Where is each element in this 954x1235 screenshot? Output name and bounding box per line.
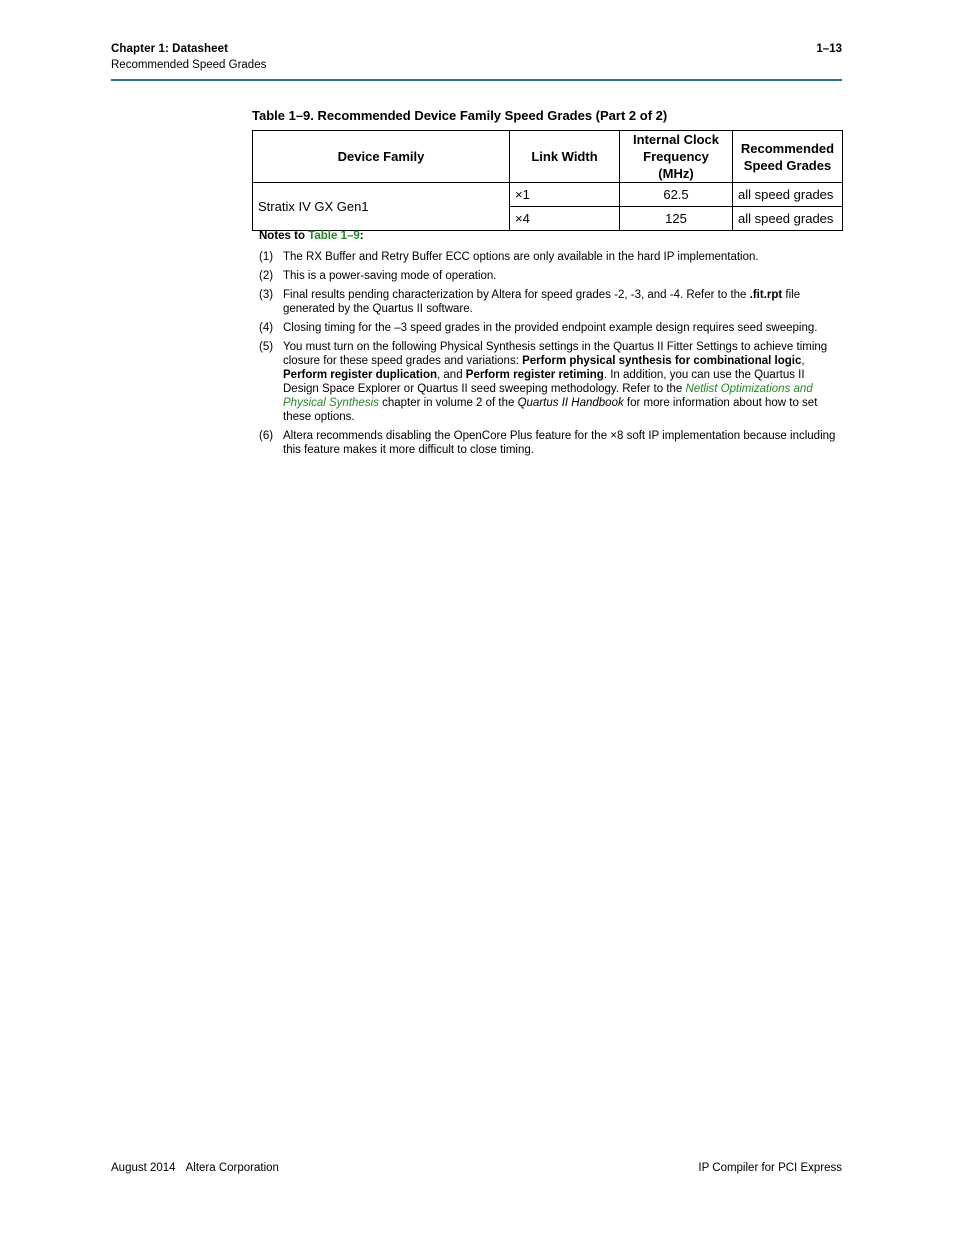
note-item: [259, 321, 842, 335]
note-number: (1): [259, 251, 274, 263]
setting-name-bold: Perform physical synthesis for combinational logic: [522, 355, 802, 367]
handbook-title: Quartus II Handbook: [517, 397, 624, 409]
note-number: (4): [259, 322, 274, 334]
file-name-bold: .fit.rpt: [749, 289, 783, 301]
note-item: [259, 250, 842, 264]
speed-grade-cell: all speed grades: [733, 207, 843, 231]
page-footer-left: [111, 1162, 279, 1174]
footer-product: IP Compiler for PCI Express: [698, 1162, 842, 1174]
col-speed-grades: Recommended Speed Grades: [733, 131, 843, 183]
note-text-part: . In addition, you can use the Quartus II Design Space Explorer or Quartus II seed sweeping methodology. Refer to the: [283, 369, 805, 395]
note-text: Closing timing for the –3 speed grades in the provided endpoint example design requires seed sweeping.: [283, 322, 818, 334]
note-text-part: You must turn on the following Physical Synthesis settings in the Quartus II Fitter Settings to achieve timing closure for these speed grades and variations:: [283, 341, 828, 367]
note-number: (2): [259, 270, 274, 282]
footer-date: August 2014: [111, 1162, 176, 1174]
note-text: This is a power-saving mode of operation.: [283, 270, 497, 282]
col-link-width: Link Width: [510, 131, 620, 183]
note-number: (6): [259, 430, 274, 442]
note-text-part: for more information about how to set these options.: [283, 397, 818, 423]
link-width-cell: ×1: [510, 183, 620, 207]
speed-grades-table: [252, 130, 843, 231]
note-text: Altera recommends disabling the OpenCore Plus feature for the ×8 soft IP implementation because including this feature makes it more difficult to close timing.: [283, 430, 836, 456]
table-header-row: [253, 131, 843, 183]
note-text: [283, 289, 800, 315]
page-number: 1–13: [816, 43, 842, 55]
table-reference-link[interactable]: Table 1–9: [308, 230, 360, 242]
col-device-family: Device Family: [253, 131, 510, 183]
note-text-part: , and: [437, 369, 466, 381]
notes-title-prefix: Notes to: [259, 230, 309, 242]
setting-name-bold: Perform register duplication: [283, 369, 438, 381]
note-text-part: ,: [801, 355, 805, 367]
footer-company: Altera Corporation: [185, 1162, 279, 1174]
note-number: (5): [259, 341, 274, 353]
notes-title-suffix: :: [359, 230, 364, 242]
device-family-cell: Stratix IV GX Gen1: [253, 183, 510, 231]
table-notes: [259, 229, 842, 462]
table-title: Table 1–9. Recommended Device Family Speed Grades (Part 2 of 2): [252, 108, 668, 123]
note-item: [259, 269, 842, 283]
notes-title: [259, 229, 842, 243]
note-text: The RX Buffer and Retry Buffer ECC options are only available in the hard IP implementation.: [283, 251, 759, 263]
note-number: (3): [259, 289, 274, 301]
chapter-reference-link[interactable]: Netlist Optimizations and Physical Synthesis: [283, 383, 813, 409]
note-item: [259, 340, 842, 424]
frequency-cell: 62.5: [620, 183, 733, 207]
frequency-cell: 125: [620, 207, 733, 231]
note-text: [283, 341, 827, 423]
setting-name-bold: Perform register retiming: [465, 369, 604, 381]
section-title: Recommended Speed Grades: [111, 59, 267, 71]
note-text-part: file generated by the Quartus II software.: [283, 289, 801, 315]
note-text-part: Final results pending characterization by Altera for speed grades -2, -3, and -4. Refer to the: [283, 289, 750, 301]
note-text-part: chapter in volume 2 of the: [378, 397, 518, 409]
note-item: [259, 429, 842, 457]
link-width-cell: ×4: [510, 207, 620, 231]
page-header: [111, 43, 842, 81]
chapter-title: Chapter 1: Datasheet: [111, 43, 229, 55]
speed-grade-cell: all speed grades: [733, 183, 843, 207]
col-clock-frequency: Internal Clock Frequency (MHz): [620, 131, 733, 183]
table-row: [253, 183, 843, 207]
note-item: [259, 288, 842, 316]
